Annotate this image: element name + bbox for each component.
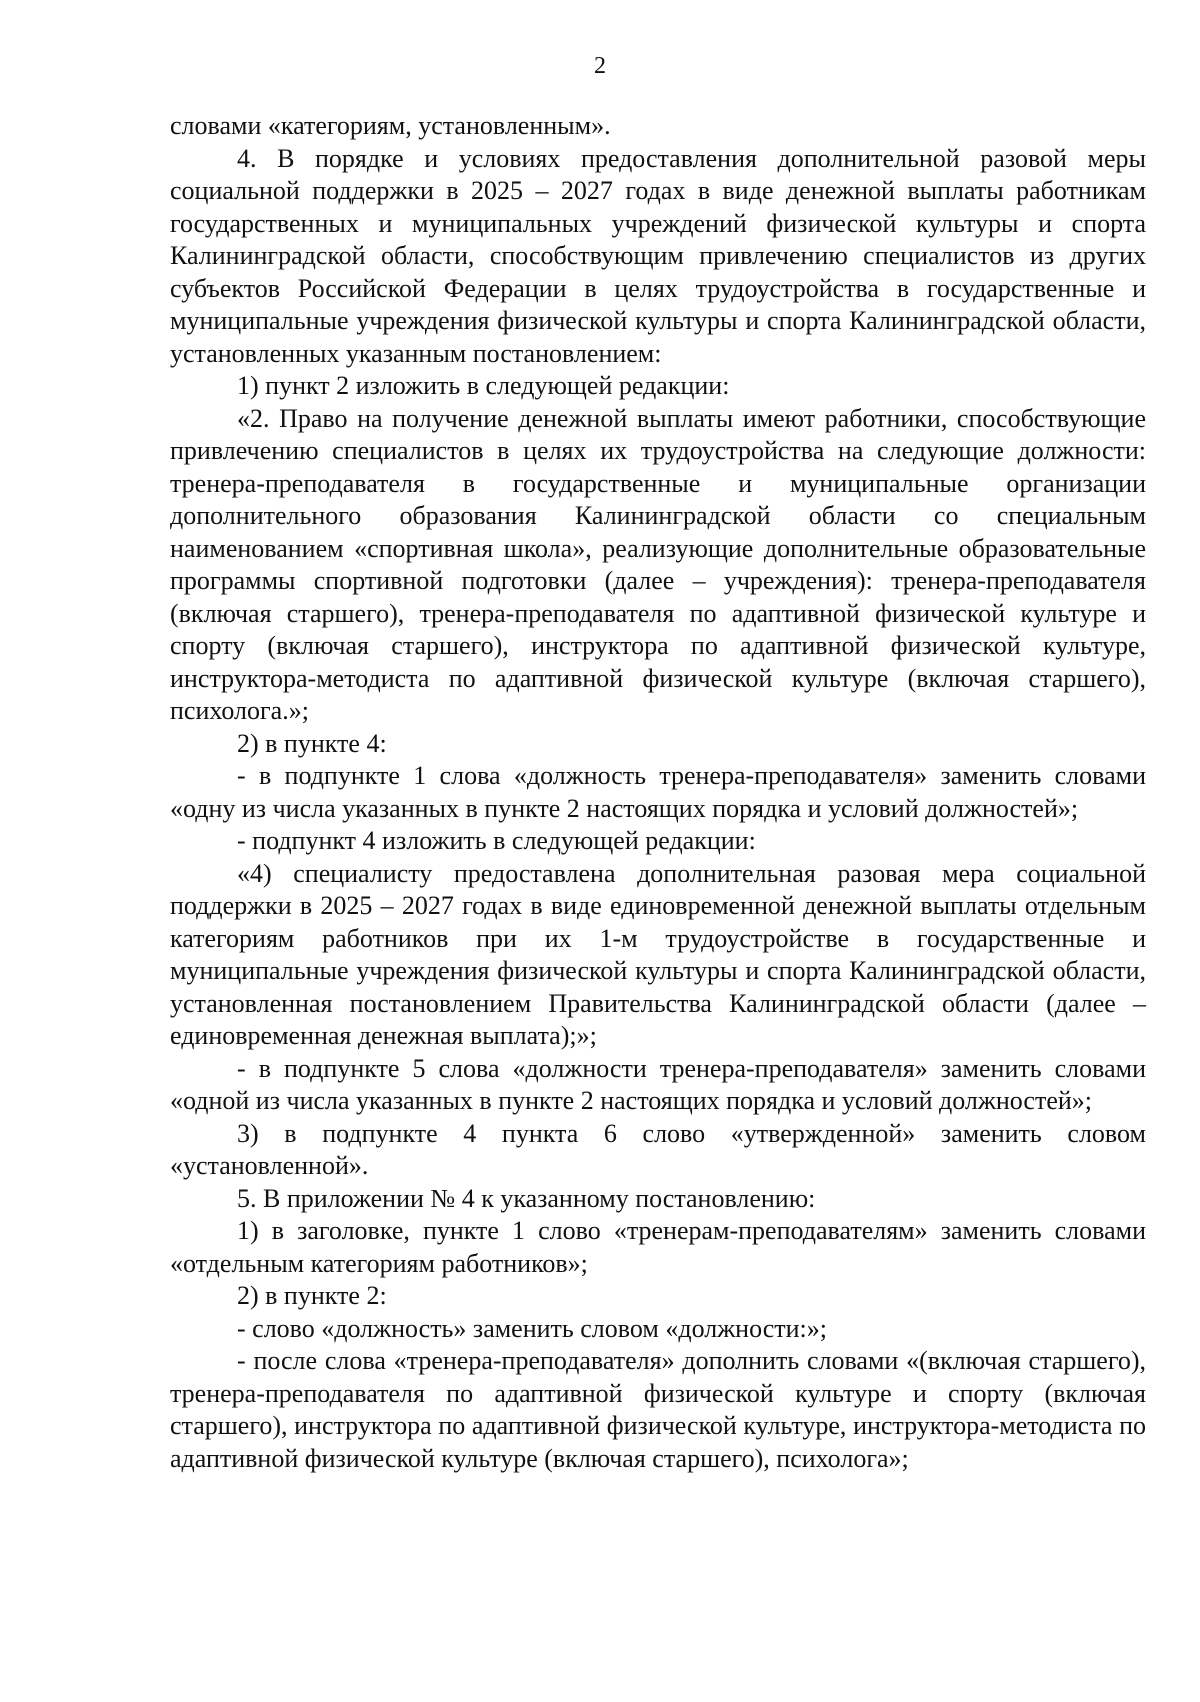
paragraph-quote-point-2: «2. Право на получение денежной выплаты имеют работники, способствующие привлечению специалистов в целях их трудоустройства на следующие должности: тренера-преподавателя в государственные и муниципальные организации дополнительного образования Калининградской области со специальным наименованием «спортивная школа», реализующие дополнительные образовательные программы спортивной подготовки (далее – учреждения): тренера-преподавателя (включая старшего), тренера-преподавателя по адаптивной физической культуре и спорту (включая старшего), инструктора по адаптивной физической культуре, инструктора-методиста по адаптивной физической культуре (включая старшего), психолога.»; <box>170 403 1146 725</box>
paragraph-quote-subpoint-4: «4) специалисту предоставлена дополнительная разовая мера социальной поддержки в 2025 – 2027 годах в виде единовременной денежной выплаты отдельным категориям работников при их 1-м трудоустройстве в государственные и муниципальные учреждения физической культуры и спорта Калининградской области, установленная постановлением Правительства Калининградской области (далее – единовременная денежная выплата);»; <box>170 858 1146 1050</box>
paragraph-subitem-3: 3) в подпункте 4 пункта 6 слово «утвержденной» заменить словом «установленной». <box>170 1118 1146 1180</box>
paragraph-dash-word-replace: - слово «должность» заменить словом «должности:»; <box>237 1313 827 1343</box>
paragraph-dash-subpoint-5: - в подпункте 5 слова «должности тренера-преподавателя» заменить словами «одной из числа указанных в пункте 2 настоящих порядка и условий должностей»; <box>170 1053 1146 1115</box>
paragraph-item-5: 5. В приложении № 4 к указанному постановлению: <box>237 1183 816 1213</box>
paragraph-continuation: словами «категориям, установленным». <box>170 111 611 140</box>
paragraph-dash-subpoint-1: - в подпункте 1 слова «должность тренера-преподавателя» заменить словами «одну из числа указанных в пункте 2 настоящих порядка и условий должностей»; <box>170 761 1146 823</box>
paragraph-subitem-1: 1) пункт 2 изложить в следующей редакции: <box>237 371 730 400</box>
paragraph-item-5-subitem-2: 2) в пункте 2: <box>237 1281 387 1310</box>
paragraph-subitem-2: 2) в пункте 4: <box>237 728 387 758</box>
document-body <box>170 110 1146 1475</box>
paragraph-item-5-subitem-1: 1) в заголовке, пункте 1 слово «тренерам-преподавателям» заменить словами «отдельным категориям работников»; <box>170 1216 1146 1278</box>
page-number: 2 <box>594 53 606 79</box>
paragraph-dash-after-word: - после слова «тренера-преподавателя» дополнить словами «(включая старшего), тренера-преподавателя по адаптивной физической культуре и спорту (включая старшего), инструктора по адаптивной физической культуре, инструктора-методиста по адаптивной физической культуре (включая старшего), психолога»; <box>170 1346 1146 1473</box>
paragraph-dash-subpoint-4: - подпункт 4 изложить в следующей редакции: <box>237 826 756 855</box>
paragraph-item-4: 4. В порядке и условиях предоставления дополнительной разовой меры социальной поддержки в 2025 – 2027 годах в виде денежной выплаты работникам государственных и муниципальных учреждений физической культуры и спорта Калининградской области, способствующим привлечению специалистов из других субъектов Российской Федерации в целях трудоустройства в государственные и муниципальные учреждения физической культуры и спорта Калининградской области, установленных указанным постановлением: <box>170 143 1146 368</box>
